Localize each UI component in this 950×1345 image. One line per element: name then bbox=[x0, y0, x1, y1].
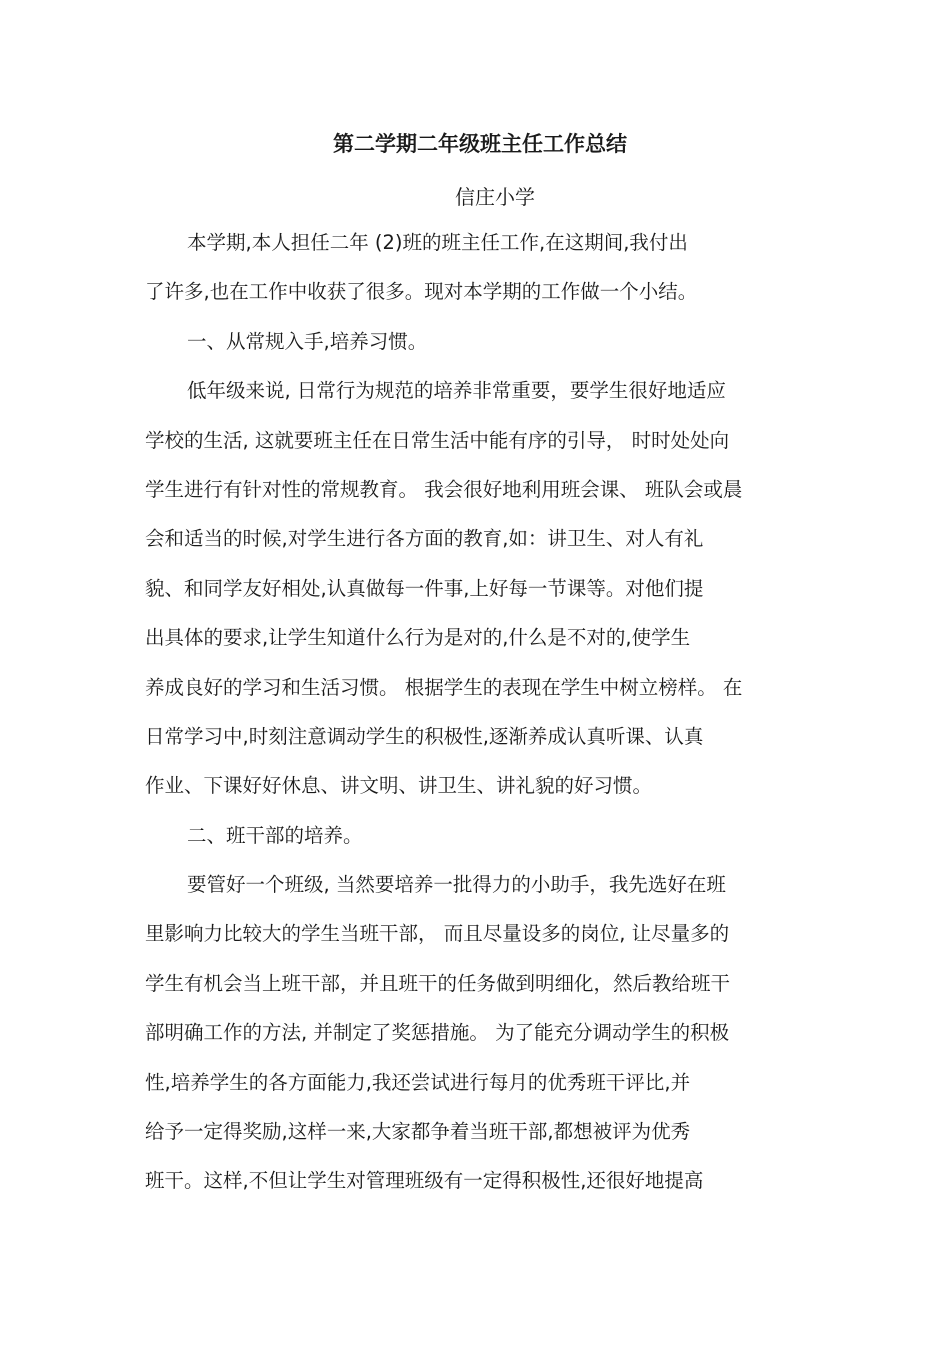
document-body bbox=[145, 228, 835, 1216]
paragraph-line: 貌、和同学友好相处,认真做每一件事,上好每一节课等。对他们提 bbox=[145, 576, 704, 600]
paragraph-line: 班干。这样,不但让学生对管理班级有一定得积极性,还很好地提高 bbox=[145, 1169, 704, 1193]
section-heading: 二、班干部的培养。 bbox=[187, 823, 363, 847]
paragraph-line: 出具体的要求,让学生知道什么行为是对的,什么是不对的,使学生 bbox=[145, 626, 691, 650]
paragraph-line: 要管好一个班级, 当然要培养一批得力的小助手，我先选好在班 bbox=[187, 873, 726, 897]
paragraph-line: 学生有机会当上班干部，并且班干的任务做到明细化，然后教给班干 bbox=[145, 971, 731, 995]
section-heading: 一、从常规入手,培养习惯。 bbox=[187, 329, 428, 353]
paragraph-line: 性,培养学生的各方面能力,我还尝试进行每月的优秀班干评比,并 bbox=[145, 1070, 691, 1094]
document-subtitle: 信庄小学 bbox=[455, 185, 535, 209]
paragraph-line: 了许多,也在工作中收获了很多。现对本学期的工作做一个小结。 bbox=[145, 280, 698, 304]
paragraph-line: 日常学习中,时刻注意调动学生的积极性,逐渐养成认真听课、认真 bbox=[145, 724, 704, 748]
paragraph-line: 部明确工作的方法, 并制定了奖惩措施。 为了能充分调动学生的积极 bbox=[145, 1021, 730, 1045]
paragraph-line: 作业、下课好好休息、讲文明、讲卫生、讲礼貌的好习惯。 bbox=[145, 774, 653, 798]
paragraph-line: 本学期,本人担任二年 (2)班的班主任工作,在这期间,我付出 bbox=[187, 231, 688, 254]
paragraph-line: 学校的生活, 这就要班主任在日常生活中能有序的引导， 时时处处向 bbox=[145, 428, 730, 452]
paragraph-line: 低年级来说, 日常行为规范的培养非常重要，要学生很好地适应 bbox=[187, 379, 726, 403]
paragraph-line: 里影响力比较大的学生当班干部， 而且尽量设多的岗位, 让尽量多的 bbox=[145, 922, 730, 946]
document-title: 第二学期二年级班主任工作总结 bbox=[333, 132, 627, 156]
paragraph-line: 学生进行有针对性的常规教育。 我会很好地利用班会课、 班队会或晨 bbox=[145, 477, 743, 501]
paragraph-line: 给予一定得奖励,这样一来,大家都争着当班干部,都想被评为优秀 bbox=[145, 1120, 691, 1144]
paragraph-line: 养成良好的学习和生活习惯。 根据学生的表现在学生中树立榜样。 在 bbox=[145, 675, 743, 699]
paragraph-line: 会和适当的时候,对学生进行各方面的教育,如：讲卫生、对人有礼 bbox=[145, 527, 704, 551]
